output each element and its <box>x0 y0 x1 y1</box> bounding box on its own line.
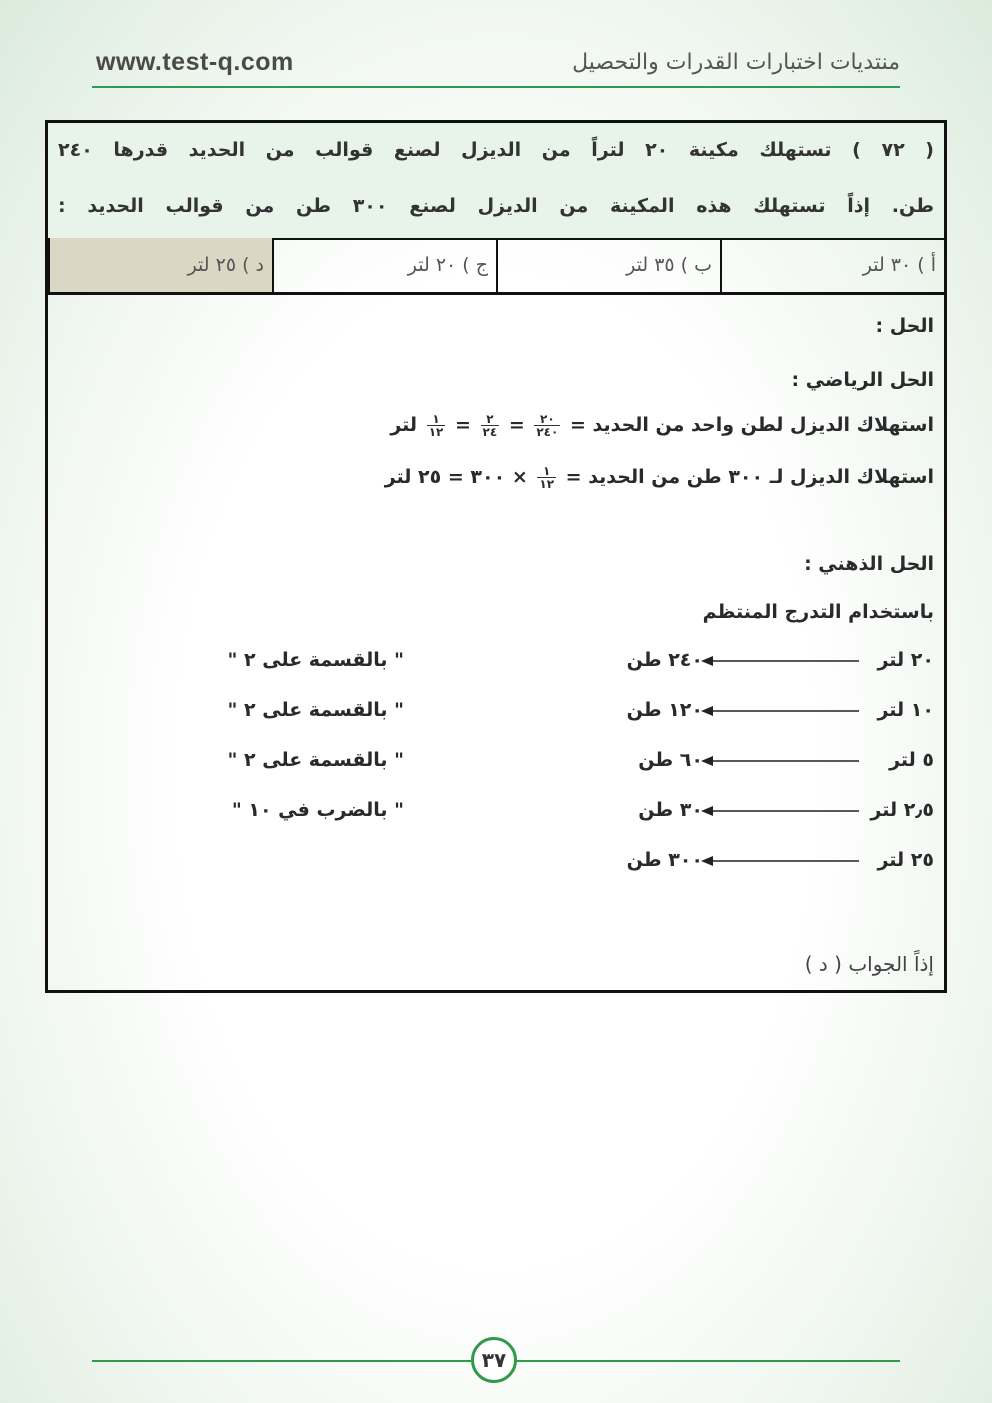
method-text: باستخدام التدرج المنتظم <box>702 601 934 623</box>
row-3-left: ٥ لتر <box>889 749 934 771</box>
final-answer: إذاً الجواب ( د ) <box>804 952 934 976</box>
equation-2 <box>385 465 934 490</box>
page-number: ٣٧ <box>471 1337 517 1383</box>
arrow-icon <box>701 855 859 867</box>
forum-title: منتديات اختبارات القدرات والتحصيل <box>572 50 900 75</box>
row-4-left: ٢٫٥ لتر <box>870 799 934 821</box>
question-text <box>48 123 944 240</box>
fraction-1-12: $\frac{١}{١٢}$ <box>428 412 444 439</box>
option-c[interactable]: ج ) ٢٠ لتر <box>272 238 496 292</box>
option-a[interactable]: أ ) ٣٠ لتر <box>720 238 944 292</box>
row-2-right: ١٢٠ طن <box>626 699 703 721</box>
arrow-icon <box>701 805 859 817</box>
row-4-note: " بالضرب في ١٠ " <box>231 799 404 821</box>
fraction-1-12: $\frac{١}{١٢}$ <box>539 464 555 491</box>
question-line-2: طن. إذاً تستهلك هذه المكينة من الديزل لصنع ٣٠٠ طن من قوالب الحديد : <box>58 195 934 217</box>
row-1-left: ٢٠ لتر <box>877 649 934 671</box>
row-4-right: ٣٠ طن <box>638 799 703 821</box>
row-5-right: ٣٠٠ طن <box>626 849 703 871</box>
row-2-note: " بالقسمة على ٢ " <box>227 699 404 721</box>
options-row <box>48 238 944 295</box>
eq1-unit: لتر <box>390 414 418 436</box>
footer-divider-left <box>92 1360 471 1362</box>
row-3-right: ٦٠ طن <box>638 749 703 771</box>
solution-section <box>48 295 944 990</box>
site-url: www.test-q.com <box>96 48 294 76</box>
question-line-1: ( ٧٢ ) تستهلك مكينة ٢٠ لتراً من الديزل لصنع قوالب من الحديد قدرها ٢٤٠ <box>58 139 934 161</box>
header-divider <box>92 86 900 88</box>
footer-divider-right <box>517 1360 900 1362</box>
mental-solution-heading: الحل الذهني : <box>804 553 934 575</box>
arrow-icon <box>701 705 859 717</box>
equation-1 <box>390 413 934 438</box>
question-box <box>45 120 947 993</box>
row-3-note: " بالقسمة على ٢ " <box>227 749 404 771</box>
arrow-icon <box>701 755 859 767</box>
row-1-note: " بالقسمة على ٢ " <box>227 649 404 671</box>
eq1-text: استهلاك الديزل لطن واحد من الحديد = <box>569 414 934 436</box>
fraction-2-24: $\frac{٢}{٢٤}$ <box>482 412 498 439</box>
equals-sign: = <box>508 414 525 436</box>
fraction-20-240: $\frac{٢٠}{٢٤٠}$ <box>536 412 559 439</box>
eq2-text: استهلاك الديزل لـ ٣٠٠ طن من الحديد = <box>565 466 934 488</box>
row-5-left: ٢٥ لتر <box>877 849 934 871</box>
option-d[interactable]: د ) ٢٥ لتر <box>48 238 272 292</box>
option-b[interactable]: ب ) ٣٥ لتر <box>496 238 720 292</box>
arrow-icon <box>701 655 859 667</box>
equals-sign: = <box>454 414 471 436</box>
row-1-right: ٢٤٠ طن <box>626 649 703 671</box>
eq2-rest: × ٣٠٠ = ٢٥ لتر <box>384 466 528 488</box>
solution-heading: الحل : <box>875 315 934 337</box>
math-solution-heading: الحل الرياضي : <box>791 369 934 391</box>
row-2-left: ١٠ لتر <box>877 699 934 721</box>
